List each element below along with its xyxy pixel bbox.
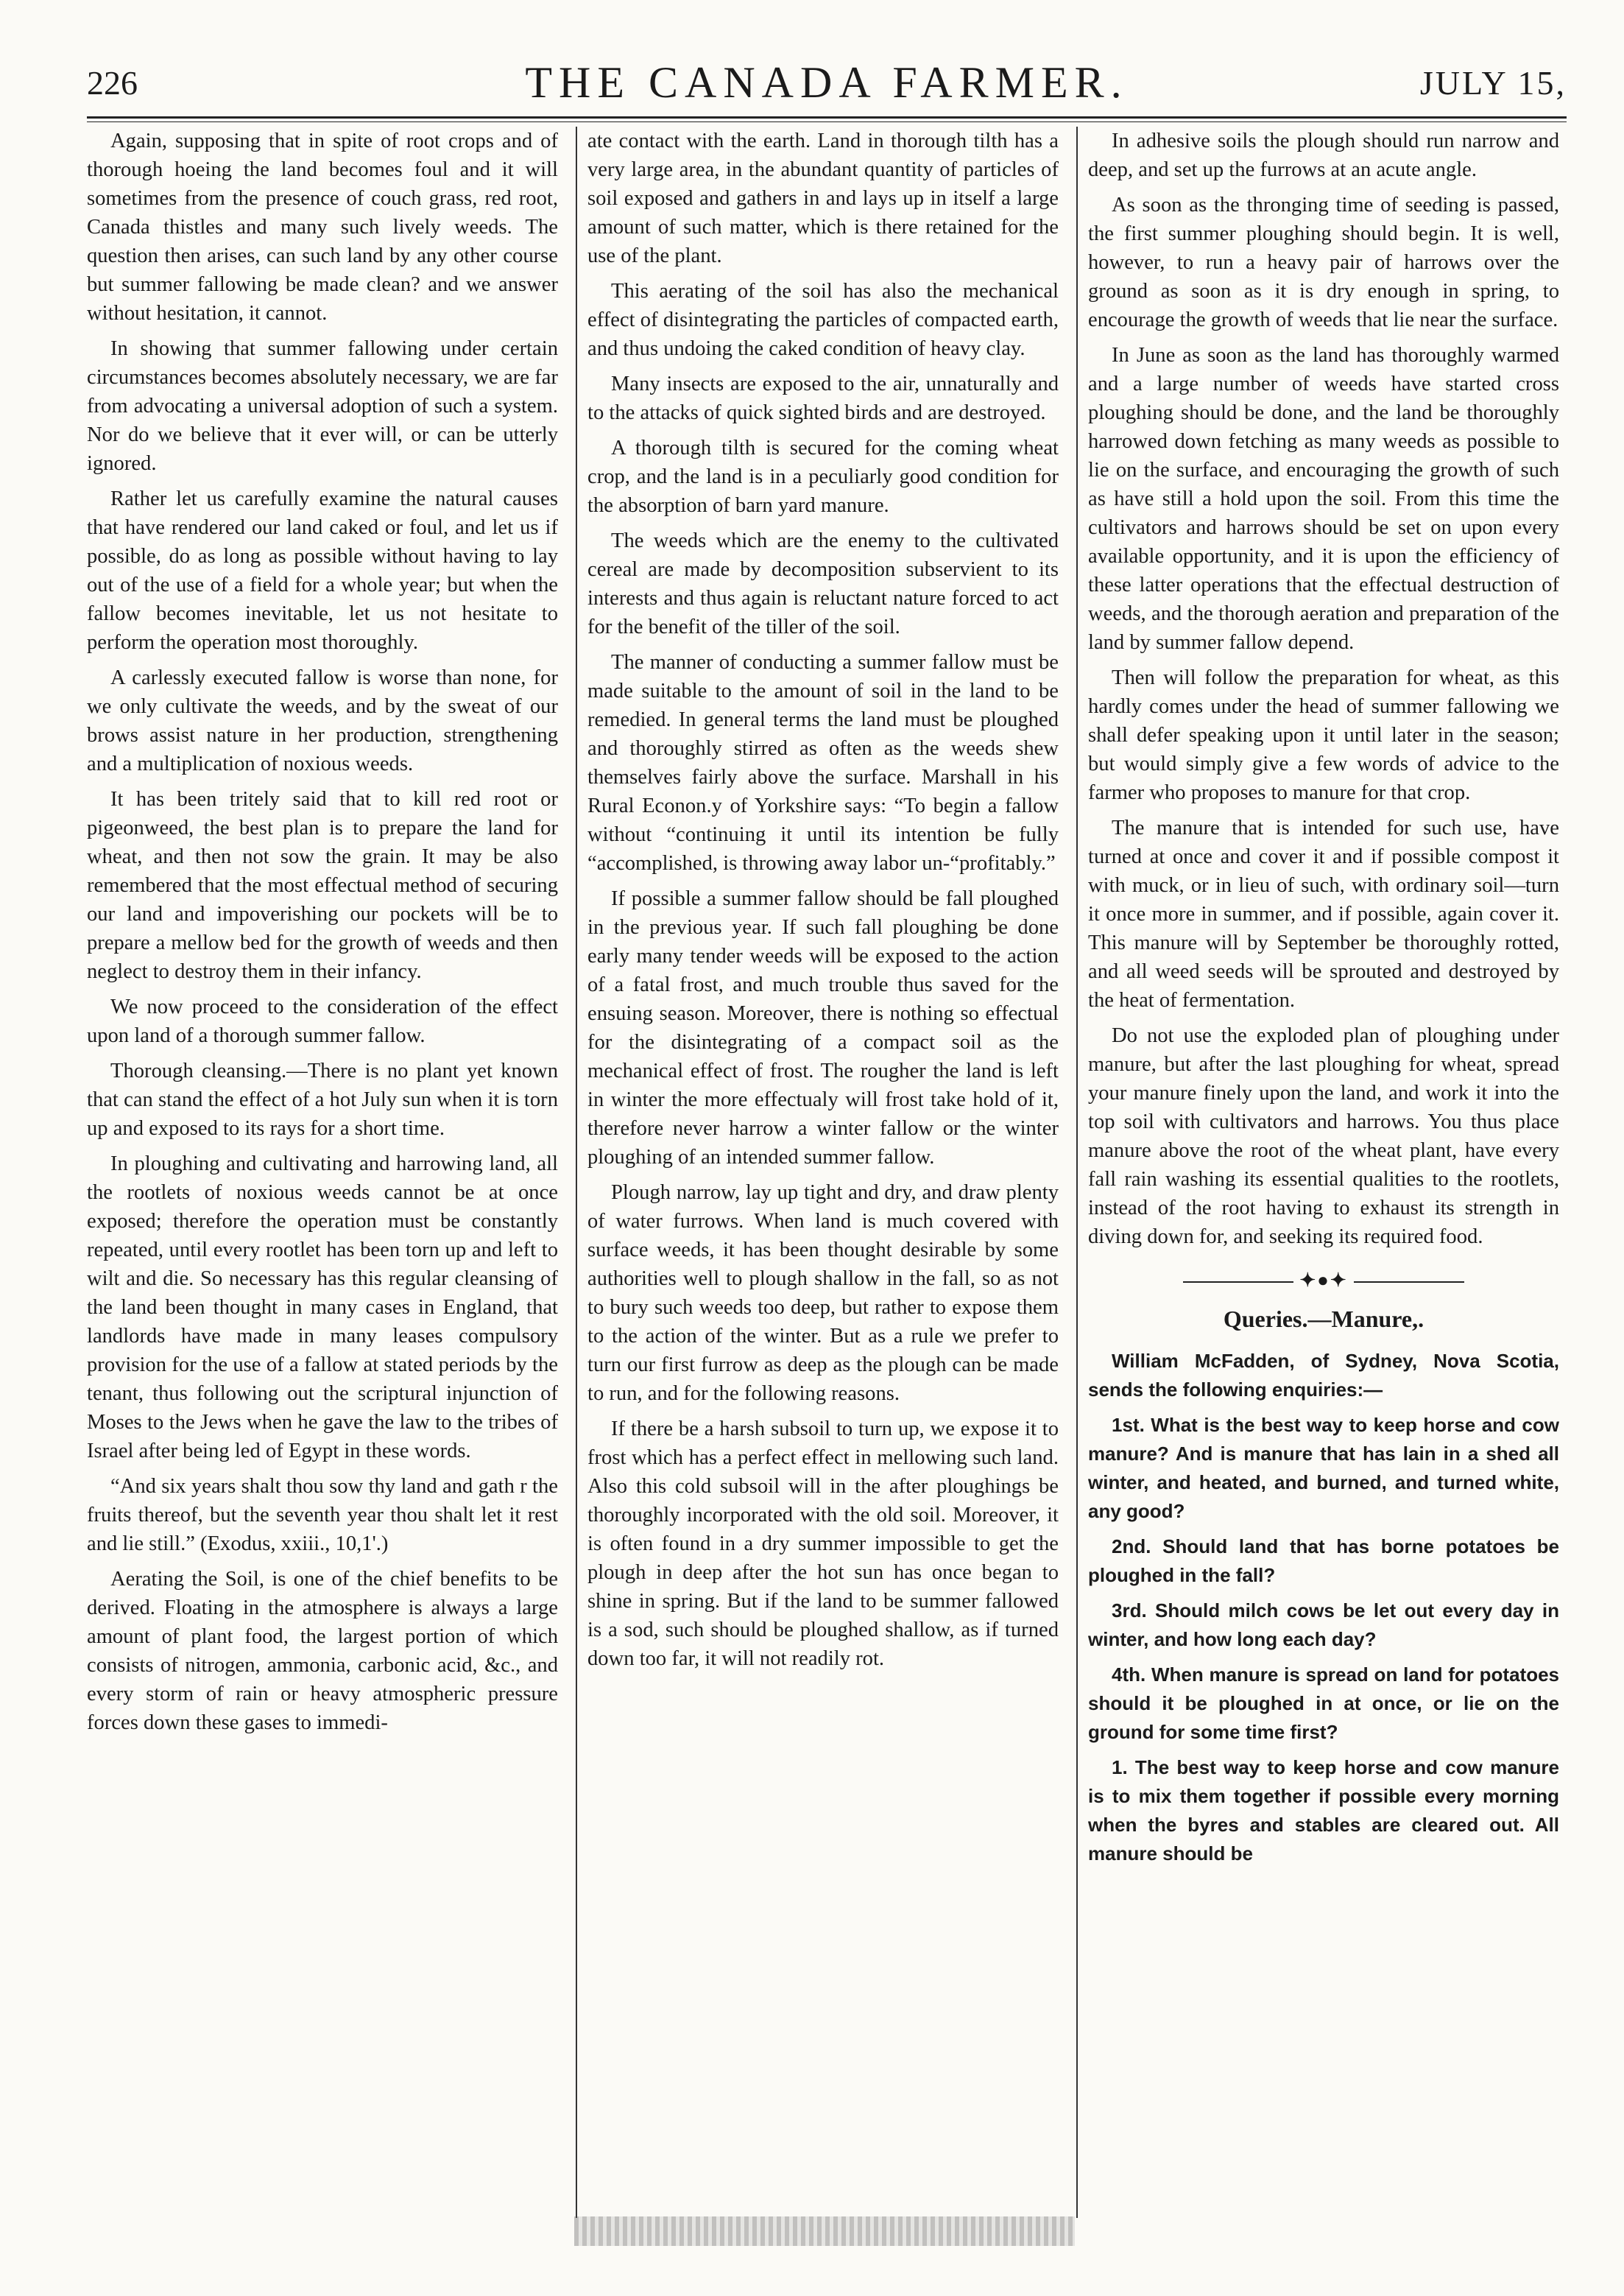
paragraph: We now proceed to the consideration of the effect upon land of a thorough summer fallow. (87, 996, 558, 1047)
paragraph: If there be a harsh subsoil to turn up, we expose it to frost which has a perfect effect in mellowing such land. Also this cold subsoil will in the after ploughings be thoroughly incorporated with the old soil. Moreover, it is often found in a dry summer impossible to get the plough in deep after the hot sun has once began to shine in spring. But if the land to be summer fallowed is a sod, such should be ploughed shallow, as if turned down too far, it will not readily rot. (587, 1418, 1059, 1670)
paragraph: Rather let us carefully examine the natural causes that have rendered our land caked or foul, and let us if possible, do as long as possible without having to lay out of the use of a field for a whole year; but when the fallow becomes inevitable, let us not hesitate to perform the operation most thoroughly. (87, 487, 558, 654)
paragraph: The weeds which are the enemy to the cultivated cereal are made by decomposition subservient to its interests and thus again is reluctant nature forced to act for the benefit of the tiller of the soil. (587, 529, 1059, 638)
ornament-rule (1354, 1281, 1464, 1283)
paragraph: ate contact with the earth. Land in thorough tilth has a very large area, in the abundant quantity of particles of soil exposed and gathers in and lays up in itself a large amount of such matter, which is there retained for the use of the plant. (587, 130, 1059, 267)
section-heading: Queries.—Manure,. (1223, 1306, 1424, 1332)
paragraph: This aerating of the soil has also the mechanical effect of disintegrating the particles of compacted earth, and thus undoing the caked condition of heavy clay. (587, 280, 1059, 360)
paragraph: Then will follow the preparation for wheat, as this hardly comes under the head of summer fallowing we shall defer speaking upon it until later in the season; but would simply give a few words of advice to the farmer who proposes to manure for that crop. (1088, 666, 1559, 804)
paragraph: Many insects are exposed to the air, unnaturally and to the attacks of quick sighted birds and are destroyed. (587, 373, 1059, 424)
paragraph: Aerating the Soil, is one of the chief benefits to be derived. Floating in the atmosphere is always a large amount of plant food, the largest portion of which consists of nitrogen, ammonia, carbonic acid, &c., and every storm of rain or heavy atmospheric pressure forces down these gases to immedi- (87, 1568, 558, 1734)
paragraph: In June as soon as the land has thoroughly warmed and a large number of weeds have started cross ploughing should be done, and the land be thoroughly harrowed down fetching as many weeds as possible to lie on the surface, and encouraging the growth of such as have still a hold upon the soil. From this time the cultivators and harrows should be set on upon every available opportunity, and it is upon the efficiency of these latter operations that the effectual destruction of weeds, and the thorough aeration and preparation of the land by summer fallow depend. (1088, 344, 1559, 654)
paragraph: If possible a summer fallow should be fall ploughed in the previous year. If such fall ploughing be done early many tender weeds will be exposed to the action of a fatal frost, and much trouble thus saved for the ensuing season. Moreover, there is nothing so effectual for the disintegrating of a compact soil as the mechanical effect of frost. The rougher the land is left in winter the more effectualy will frost take hold of it, therefore never harrow a winter fallow or the winter ploughing of an intended summer fallow. (587, 887, 1059, 1169)
paragraph: Thorough cleansing.—There is no plant yet known that can stand the effect of a hot July sun when it is torn up and exposed to its rays for a short time. (87, 1060, 558, 1140)
query-item: 1st. What is the best way to keep horse and cow manure? And is manure that has lain in a shed all winter, and heated, and burned, and turned white, any good? (1088, 1414, 1559, 1522)
paragraph: In ploughing and cultivating and harrowing land, all the rootlets of noxious weeds cannot be at once exposed; therefore the operation must be constantly repeated, until every rootlet has been torn up and left to wilt and die. So necessary has this regular cleansing of the land been thought in many cases in England, that landlords have made in many leases compulsory provision for the use of a fallow at stated periods by the tenant, thus following out the scriptural injunction of Moses to the Jews when he gave the law to the tribes of Israel after being led of Egypt in these words. (87, 1152, 558, 1462)
paragraph: A thorough tilth is secured for the coming wheat crop, and the land is in a peculiarly good condition for the absorption of barn yard manure. (587, 437, 1059, 517)
ornament-rule (1183, 1281, 1293, 1283)
queries-section (1088, 1347, 1559, 1868)
paragraph: A carlessly executed fallow is worse than none, for we only cultivate the weeds, and by the sweat of our brows assist nature in her production, strengthening and a multiplication of noxious weeds. (87, 666, 558, 775)
paragraph: Plough narrow, lay up tight and dry, and draw plenty of water furrows. When land is much covered with surface weeds, it has been thought desirable by some authorities well to plough shallow in the fall, so as not to bury such weeds too deep, but rather to expose them to the action of the winter. But as a rule we prefer to turn our first furrow as deep as the plough can be made to run, and for the following reasons. (587, 1181, 1059, 1405)
answer-item: 1. The best way to keep horse and cow manure is to mix them together if possible every morning when the byres and stables are cleared out. All manure should be (1088, 1756, 1559, 1864)
scripture-quote: “And six years shalt thou sow thy land and gath r the fruits thereof, but the seventh year thou shalt let it rest and lie still.” (Exodus, xxiii., 10,1'.) (87, 1475, 558, 1555)
paragraph: It has been tritely said that to kill red root or pigeonweed, the best plan is to prepare the land for wheat, and then not sow the grain. It may be also remembered that the most effectual method of securing our land and impoverishing our pockets will be to prepare a mellow bed for the growth of weeds and then neglect to destroy them in their infancy. (87, 788, 558, 983)
paragraph: Again, supposing that in spite of root crops and of thorough hoeing the land becomes foul and it will sometimes from the presence of couch grass, red root, Canada thistles and many such lively weeds. The question then arises, can such land by any other course but summer fallowing be made clean? and we answer without hesitation, it cannot. (87, 130, 558, 325)
print-smudge (574, 2216, 1075, 2246)
masthead-title: THE CANADA FARMER. (525, 58, 1129, 107)
section-ornament (1088, 1266, 1559, 1295)
page-number: 226 (87, 64, 138, 102)
paragraph: The manure that is intended for such use, have turned at once and cover it and if possible compost it with muck, or in lieu of such, with ordinary soil—turn it once more in summer, and if possible, again cover it. This manure will by September be thoroughly rotted, and all weed seeds will be sprouted and destroyed by the heat of fermentation. (1088, 817, 1559, 1012)
header-rule (87, 116, 1567, 122)
query-intro: William McFadden, of Sydney, Nova Scotia, sends the following enquiries:— (1088, 1350, 1559, 1401)
paragraph: As soon as the thronging time of seeding is passed, the first summer ploughing should begin. It is well, however, to run a heavy pair of harrows over the ground as soon as it is dry enough in spring, to encourage the growth of weeds that lie near the surface. (1088, 194, 1559, 331)
paragraph: In showing that summer fallowing under certain circumstances becomes absolutely necessary, we are far from advocating a universal adoption of such a system. Nor do we believe that it ever will, or can be utterly ignored. (87, 337, 558, 475)
column-1 (87, 127, 558, 2181)
column-3 (1088, 127, 1559, 2181)
issue-date: JULY 15, (1419, 64, 1567, 102)
column-2 (587, 127, 1059, 2181)
query-item: 4th. When manure is spread on land for potatoes should it be ploughed in at once, or lie on the ground for some time first? (1088, 1663, 1559, 1743)
paragraph: Do not use the exploded plan of ploughing under manure, but after the last ploughing for wheat, spread your manure finely upon the land, and work it into the top soil with cultivators and harrows. You thus place manure above the root of the wheat plant, have every fall rain washing its essential qualities to the rootlets, instead of the root having to exhaust its strength in diving down for, and seeking its required food. (1088, 1024, 1559, 1248)
ornament-glyph: ✦●✦ (1299, 1270, 1348, 1291)
query-item: 2nd. Should land that has borne potatoes be ploughed in the fall? (1088, 1535, 1559, 1586)
column-divider (1076, 127, 1078, 2218)
page-header (87, 57, 1567, 109)
paragraph: The manner of conducting a summer fallow must be made suitable to the amount of soil in the land to be remedied. In general terms the land must be ploughed and thoroughly stirred as often as the weeds shew themselves fairly above the surface. Marshall in his Rural Econon.y of Yorkshire says: “To begin a fallow without “continuing it until its intention be fully “accomplished, is throwing away labor un-“profitably.” (587, 651, 1059, 875)
paragraph: In adhesive soils the plough should run narrow and deep, and set up the furrows at an acute angle. (1088, 130, 1559, 181)
query-item: 3rd. Should milch cows be let out every day in winter, and how long each day? (1088, 1599, 1559, 1650)
column-divider (576, 127, 577, 2218)
